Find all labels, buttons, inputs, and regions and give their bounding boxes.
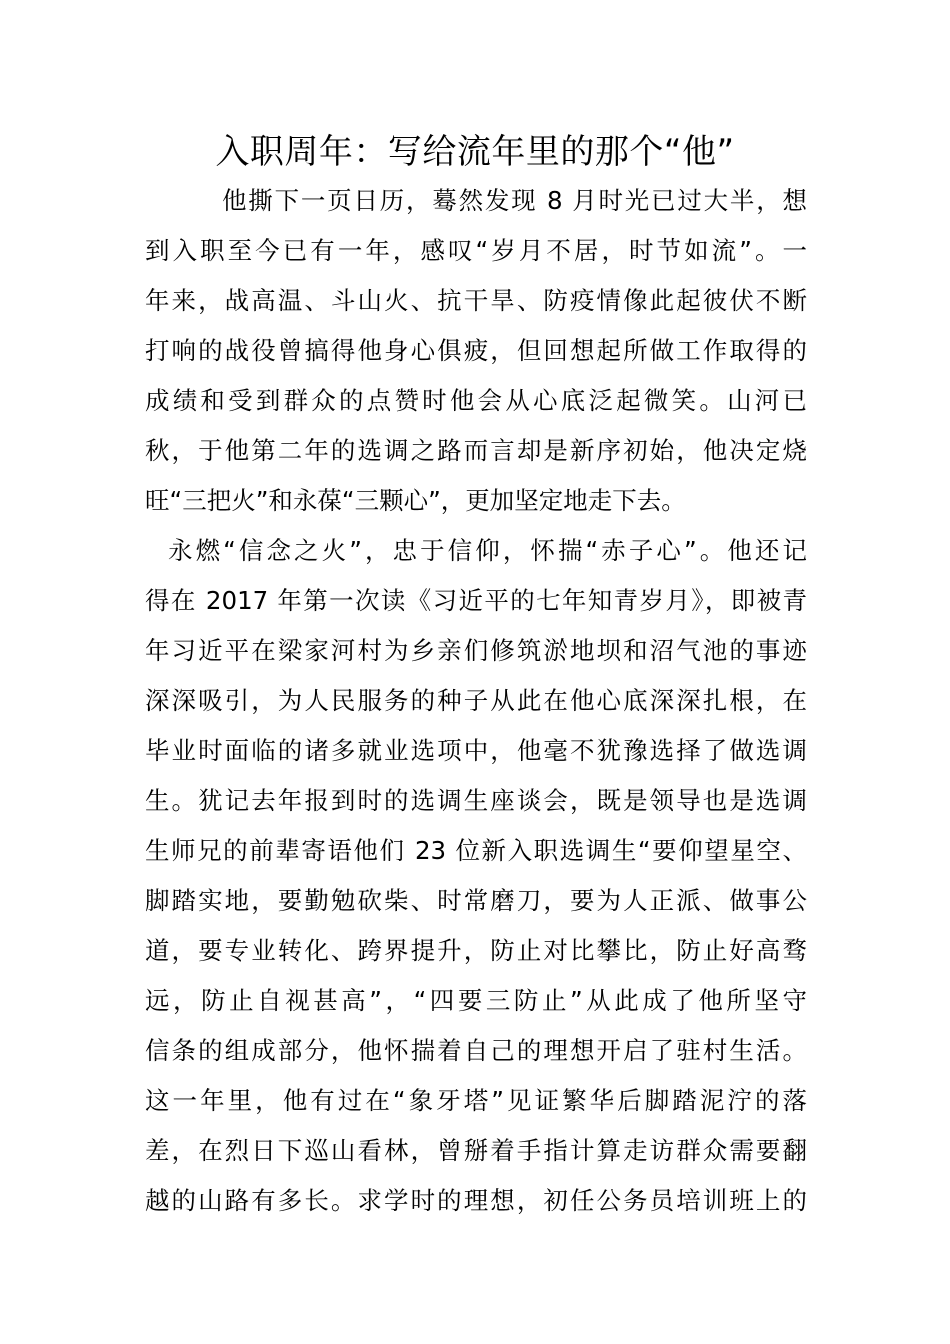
- paragraph-line: 永燃“信念之火”，忠于信仰，怀揣“赤子心”。他还记: [168, 536, 807, 565]
- paragraph-line: 差，在烈日下巡山看林，曾掰着手指计算走访群众需要翻: [145, 1136, 807, 1165]
- paragraph-line: 成绩和受到群众的点赞时他会从心底泛起微笑。山河已: [145, 386, 807, 415]
- paragraph-line: 道，要专业转化、跨界提升，防止对比攀比，防止好高骛: [145, 936, 807, 965]
- paragraph-line: 脚踏实地，要勤勉砍柴、时常磨刀，要为人正派、做事公: [145, 886, 807, 915]
- paragraph-line: 生。犹记去年报到时的选调生座谈会，既是领导也是选调: [145, 786, 807, 815]
- paragraph-line: 打响的战役曾搞得他身心俱疲，但回想起所做工作取得的: [145, 336, 807, 365]
- paragraph-line: 毕业时面临的诸多就业选项中，他毫不犹豫选择了做选调: [145, 736, 807, 765]
- paragraph-line: 深深吸引，为人民服务的种子从此在他心底深深扎根，在: [145, 686, 807, 715]
- paragraph-line: 远，防止自视甚高”，“四要三防止”从此成了他所坚守: [145, 986, 807, 1015]
- paragraph-line: 年来，战高温、斗山火、抗干旱、防疫情像此起彼伏不断: [145, 286, 807, 315]
- paragraph-line: 秋，于他第二年的选调之路而言却是新序初始，他决定烧: [145, 436, 807, 465]
- paragraph-line: 生师兄的前辈寄语他们 23 位新入职选调生“要仰望星空、: [145, 836, 807, 865]
- document-title: 入职周年：写给流年里的那个“他”: [215, 132, 735, 172]
- paragraph-line: 旺“三把火”和永葆“三颗心”，更加坚定地走下去。: [145, 486, 686, 515]
- paragraph-line: 得在 2017 年第一次读《习近平的七年知青岁月》，即被青: [145, 586, 807, 615]
- paragraph-line: 到入职至今已有一年，感叹“岁月不居，时节如流”。一: [145, 236, 807, 265]
- paragraph-line: 这一年里，他有过在“象牙塔”见证繁华后脚踏泥泞的落: [145, 1086, 807, 1115]
- paragraph-line: 信条的组成部分，他怀揣着自己的理想开启了驻村生活。: [145, 1036, 807, 1065]
- paragraph-line: 年习近平在梁家河村为乡亲们修筑淤地坝和沼气池的事迹: [145, 636, 807, 665]
- paragraph-line: 越的山路有多长。求学时的理想，初任公务员培训班上的: [145, 1186, 807, 1215]
- paragraph-line: 他撕下一页日历，蓦然发现 8 月时光已过大半，想: [222, 186, 807, 215]
